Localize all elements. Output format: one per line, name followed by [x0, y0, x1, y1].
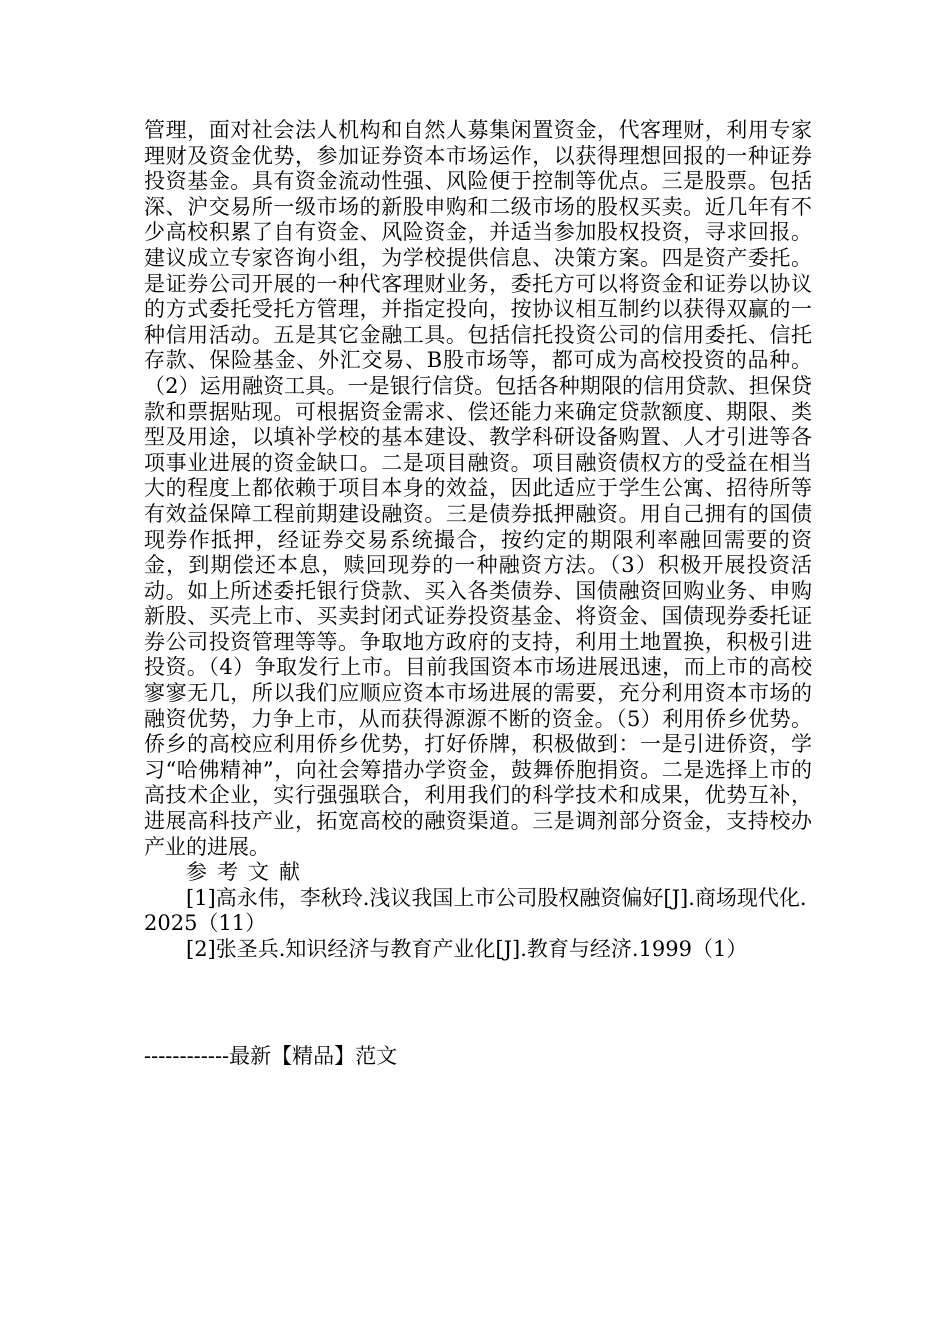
document-page: [144, 118, 812, 963]
reference-item-1: [1]高永伟，李秋玲.浅议我国上市公司股权融资偏好[J].商场现代化.2025（11）: [144, 885, 807, 936]
body-paragraph: 管理，面对社会法人机构和自然人募集闲置资金，代客理财，利用专家理财及资金优势，参加证券资本市场运作，以获得理想回报的一种证券投资基金。具有资金流动性强、风险便于控制等优点。三是股票。包括深、沪交易所一级市场的新股申购和二级市场的股权买卖。近几年有不少高校积累了自有资金、风险资金，并适当参加股权投资，寻求回报。建议成立专家咨询小组，为学校提供信息、决策方案。四是资产委托。是证券公司开展的一种代客理财业务，委托方可以将资金和证券以协议的方式委托受托方管理，并指定投向，按协议相互制约以获得双赢的一种信用活动。五是其它金融工具。包括信托投资公司的信用委托、信托存款、保险基金、外汇交易、B股市场等，都可成为高校投资的品种。（2）运用融资工具。一是银行信贷。包括各种期限的信用贷款、担保贷款和票据贴现。可根据资金需求、偿还能力来确定贷款额度、期限、类型及用途，以填补学校的基本建设、教学科研设备购置、人才引进等各项事业进展的资金缺口。二是项目融资。项目融资债权方的受益在相当大的程度上都依赖于项目本身的效益，因此适应于学生公寓、招待所等有效益保障工程前期建设融资。三是债券抵押融资。用自己拥有的国债现券作抵押，经证券交易系统撮合，按约定的期限利率融回需要的资金，到期偿还本息，赎回现券的一种融资方法。（3）积极开展投资活动。如上所述委托银行贷款、买入各类债券、国债融资回购业务、申购新股、买壳上市、买卖封闭式证券投资基金、将资金、国债现券委托证券公司投资管理等等。争取地方政府的支持，利用土地置换，积极引进投资。（4）争取发行上市。目前我国资本市场进展迅速，而上市的高校寥寥无几，所以我们应顺应资本市场进展的需要，充分利用资本市场的融资优势，力争上市，从而获得源源不断的资金。（5）利用侨乡优势。侨乡的高校应利用侨乡优势，打好侨牌，积极做到：一是引进侨资，学习“哈佛精神”，向社会筹措办学资金，鼓舞侨胞捐资。二是选择上市的高技术企业，实行强强联合，利用我们的科学技术和成果，优势互补，进展高科技产业，拓宽高校的融资渠道。三是调剂部分资金，支持校办产业的进展。: [144, 118, 812, 859]
footer-banner: ------------最新【精品】范文: [144, 1044, 398, 1068]
references-heading: 参考文献: [186, 860, 310, 885]
reference-item-2: [2]张圣兵.知识经济与教育产业化[J].教育与经济.1999（1）: [186, 937, 748, 961]
